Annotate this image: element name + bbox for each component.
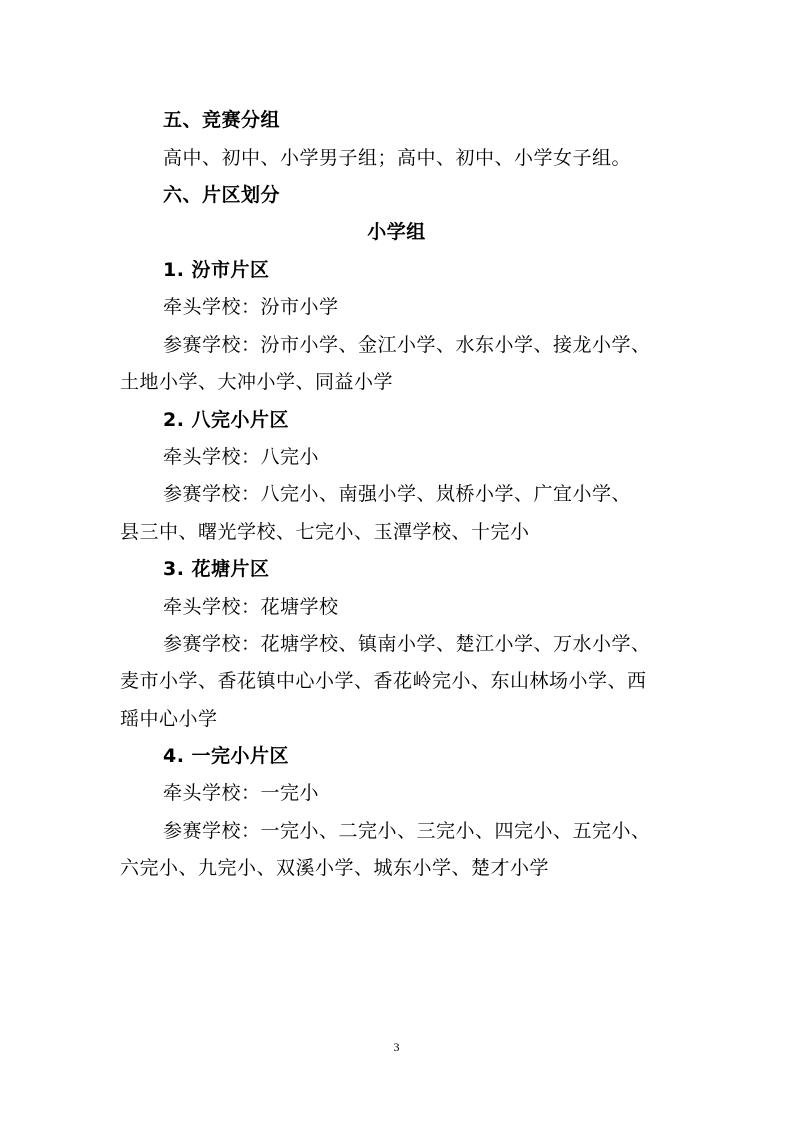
district-3-participants-line1: 参赛学校：花塘学校、镇南小学、楚江小学、万水小学、: [163, 633, 651, 655]
district-3-title: 3. 花塘片区: [163, 558, 270, 580]
district-1-lead: 牵头学校：汾市小学: [163, 296, 339, 318]
group-title: 小学组: [367, 221, 426, 243]
district-2-lead: 牵头学校：八完小: [163, 446, 320, 468]
district-4-title: 4. 一完小片区: [163, 745, 290, 767]
district-1-participants-line1: 参赛学校：汾市小学、金江小学、水东小学、接龙小学、: [163, 334, 651, 356]
district-2-title: 2. 八完小片区: [163, 409, 290, 431]
district-4-participants-line1: 参赛学校：一完小、二完小、三完小、四完小、五完小、: [163, 820, 651, 842]
district-3-lead: 牵头学校：花塘学校: [163, 596, 339, 618]
district-4-participants-line2: 六完小、九完小、双溪小学、城东小学、楚才小学: [120, 857, 550, 879]
page-number: 3: [393, 1040, 400, 1054]
district-1-title: 1. 汾市片区: [163, 259, 270, 281]
district-4-lead: 牵头学校：一完小: [163, 782, 320, 804]
district-3-participants-line2: 麦市小学、香花镇中心小学、香花岭完小、东山林场小学、西: [120, 670, 647, 692]
section5-body: 高中、初中、小学男子组；高中、初中、小学女子组。: [163, 147, 632, 169]
section5-title: 五、竞赛分组: [163, 109, 281, 131]
district-1-participants-line2: 土地小学、大冲小学、同益小学: [120, 371, 394, 393]
district-3-participants-line3: 瑶中心小学: [120, 708, 218, 730]
district-2-participants-line2: 县三中、曙光学校、七完小、玉潭学校、十完小: [120, 521, 530, 543]
section6-title: 六、片区划分: [163, 184, 281, 206]
district-2-participants-line1: 参赛学校：八完小、南强小学、岚桥小学、广宜小学、: [163, 483, 632, 505]
